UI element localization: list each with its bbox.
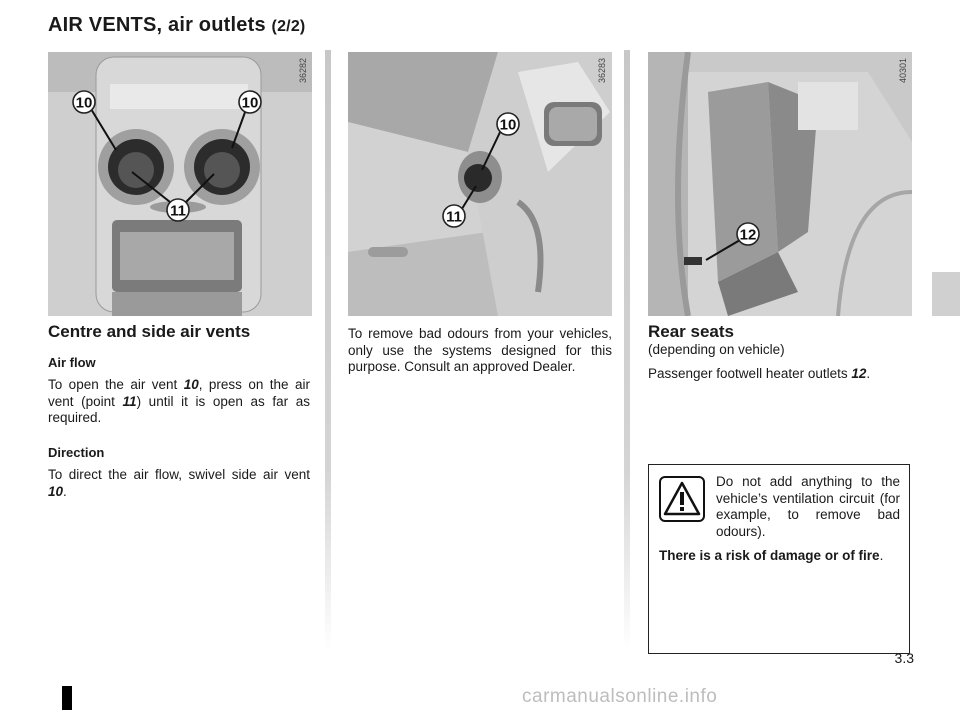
image-code: 40301 [898, 58, 908, 84]
photo-rear-seats [648, 52, 912, 316]
subheading-direction: Direction [48, 445, 105, 460]
crop-mark [62, 686, 72, 710]
warning-triangle-icon [659, 476, 705, 522]
photo-centre-vents [48, 52, 312, 316]
page-title-main: AIR VENTS, air outlets [48, 14, 266, 36]
page-title-part: (2/2) [271, 18, 306, 35]
callout-10: 10 [499, 116, 517, 134]
callout-10: 10 [241, 94, 259, 112]
warning-risk: There is a risk of damage or of fire. [659, 548, 884, 563]
rear-seats-paragraph: Passenger footwell heater outlets 12. [648, 366, 871, 381]
column-divider [325, 50, 331, 650]
subheading-air-flow: Air flow [48, 355, 96, 370]
rear-seats-note: (depending on vehicle) [648, 342, 785, 357]
direction-paragraph: To direct the air flow, swivel side air vent 10. [48, 467, 310, 499]
callout-10: 10 [75, 94, 93, 112]
warning-text: Do not add anything to the vehicle’s ventilation circuit (for example, to remove bad odours). [716, 474, 900, 539]
page-number: 3.3 [894, 650, 914, 666]
callout-11: 11 [446, 208, 462, 226]
page-title [48, 14, 305, 37]
ref-12: 12 [851, 366, 867, 381]
callout-11: 11 [170, 202, 186, 220]
column-divider [624, 50, 630, 650]
ref-11: 11 [122, 393, 137, 409]
photo-side-vent [348, 52, 612, 316]
air-flow-paragraph: To open the air vent 10, press on the air vent (point 11) until it is open as far as required. [48, 377, 310, 425]
warning-risk-bold: There is a risk of damage or of fire [659, 548, 880, 563]
image-code: 36283 [597, 58, 607, 84]
image-code: 36282 [298, 58, 308, 84]
section-heading: Rear seats [648, 322, 735, 341]
ref-10: 10 [48, 483, 64, 499]
section-heading: Centre and side air vents [48, 322, 251, 341]
callout-12: 12 [739, 226, 757, 244]
watermark: carmanualsonline.info [522, 686, 718, 707]
chapter-tab [932, 272, 960, 316]
ref-10: 10 [183, 377, 199, 392]
odours-paragraph: To remove bad odours from your vehicles, only use the systems designed for this purpose. Consult an approved Dealer. [348, 326, 612, 374]
